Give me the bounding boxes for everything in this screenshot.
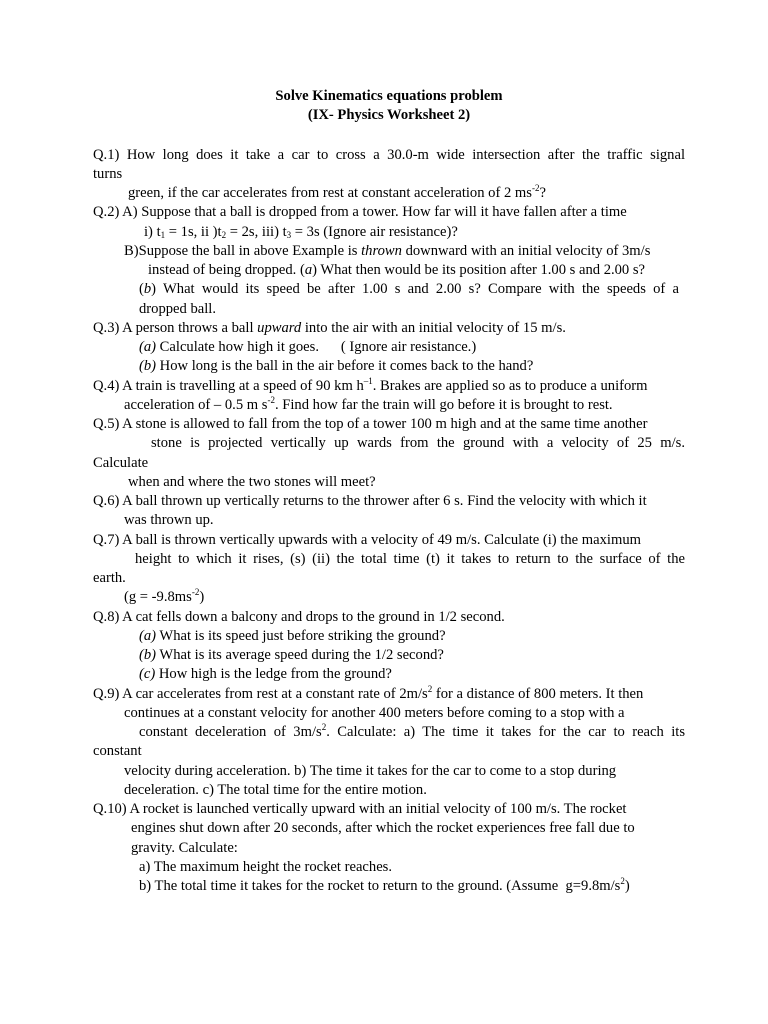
question-9-line-3: constant deceleration of $3m/s^2$. Calculate: a) The time it takes for the car to reach its bbox=[139, 722, 685, 740]
question-10-line-2: engines shut down after 20 seconds, after which the rocket experiences free fall due to bbox=[131, 820, 635, 836]
question-10-line-5: b) The total time it takes for the rocket to return to the ground. (Assume $g=9.8m/s^2$) bbox=[139, 876, 630, 894]
question-2-line-6: dropped ball. bbox=[139, 301, 217, 317]
question-1-line-2: turns bbox=[93, 166, 123, 182]
question-2-line-2: i) $t_1 = 1s$, ii )$t_2 = 2s$, iii) $t_3 = 3s$ (Ignore air resistance)? bbox=[144, 224, 458, 240]
question-10-line-3: gravity. Calculate: bbox=[131, 840, 238, 856]
question-7-line-4: $(g = -9.8ms^{-2})$ bbox=[124, 587, 205, 605]
question-2-line-4: instead of being dropped. (a) What then would be its position after 1.00 s and 2.00 s? bbox=[148, 262, 646, 278]
question-9-line-5: velocity during acceleration. b) The time it takes for the car to come to a stop during bbox=[124, 763, 617, 779]
question-7-line-1: Q.7) A ball is thrown vertically upwards with a velocity of 49 m/s. Calculate (i) the maximum bbox=[93, 532, 641, 548]
question-4-line-2: acceleration of – 0.5 m $s^{-2}$. Find how far the train will go before it is brought to rest. bbox=[124, 395, 613, 413]
question-7-line-3: earth. bbox=[93, 570, 126, 586]
question-5-line-1: Q.5) A stone is allowed to fall from the top of a tower 100 m high and at the same time another bbox=[93, 416, 648, 432]
question-5-line-4: when and where the two stones will meet? bbox=[128, 474, 376, 490]
question-8-line-1: Q.8) A cat fells down a balcony and drops to the ground in 1/2 second. bbox=[93, 609, 505, 625]
question-1-line-1: Q.1) How long does it take a car to cross a 30.0-m wide intersection after the traffic signal bbox=[93, 147, 685, 163]
question-5-line-2: stone is projected vertically up wards from the ground with a velocity of 25 m/s. bbox=[151, 435, 685, 451]
question-3-line-2: (a) Calculate how high it goes. ( Ignore air resistance.) bbox=[139, 339, 477, 355]
question-8-line-2: (a) What is its speed just before striking the ground? bbox=[139, 628, 446, 644]
question-3-line-3: (b) How long is the ball in the air before it comes back to the hand? bbox=[139, 358, 534, 374]
question-2-line-1: Q.2) A) Suppose that a ball is dropped from a tower. How far will it have fallen after a time bbox=[93, 204, 627, 220]
question-9-line-2: continues at a constant velocity for another 400 meters before coming to a stop with a bbox=[124, 705, 625, 721]
question-2-line-5: (b) What would its speed be after 1.00 s and 2.00 s? Compare with the speeds of a bbox=[139, 281, 679, 297]
question-10-line-4: a) The maximum height the rocket reaches. bbox=[139, 859, 392, 875]
question-6-line-2: was thrown up. bbox=[124, 512, 214, 528]
question-7-line-2: height to which it rises, (s) (ii) the total time (t) it takes to return to the surface of the bbox=[135, 551, 685, 567]
question-10-line-1: Q.10) A rocket is launched vertically upward with an initial velocity of 100 m/s. The rocket bbox=[93, 801, 627, 817]
question-4-line-1: Q.4) A train is travelling at a speed of 90 km $h^{-1}$. Brakes are applied so as to produce a uniform bbox=[93, 376, 648, 394]
question-5-line-3: Calculate bbox=[93, 455, 149, 471]
question-9-line-4: constant bbox=[93, 743, 142, 759]
question-8-line-3: (b) What is its average speed during the 1/2 second? bbox=[139, 647, 444, 663]
question-1-line-3: green, if the car accelerates from rest at constant acceleration of 2 $ms^{-2}$? bbox=[128, 183, 546, 201]
question-2-line-3: B)Suppose the ball in above Example is thrown downward with an initial velocity of 3m/s bbox=[124, 243, 651, 259]
question-9-line-1: Q.9) A car accelerates from rest at a constant rate of $2m/s^2$ for a distance of 800 meters. It then bbox=[93, 684, 644, 702]
question-9-line-6: deceleration. c) The total time for the entire motion. bbox=[124, 782, 427, 798]
question-8-line-4: (c) How high is the ledge from the ground? bbox=[139, 666, 392, 682]
question-3-line-1: Q.3) A person throws a ball upward into the air with an initial velocity of 15 m/s. bbox=[93, 320, 566, 336]
worksheet-title: Solve Kinematics equations problem bbox=[275, 88, 503, 104]
question-6-line-1: Q.6) A ball thrown up vertically returns to the thrower after 6 s. Find the velocity with which it bbox=[93, 493, 647, 509]
worksheet-subtitle: (IX- Physics Worksheet 2) bbox=[307, 107, 471, 123]
